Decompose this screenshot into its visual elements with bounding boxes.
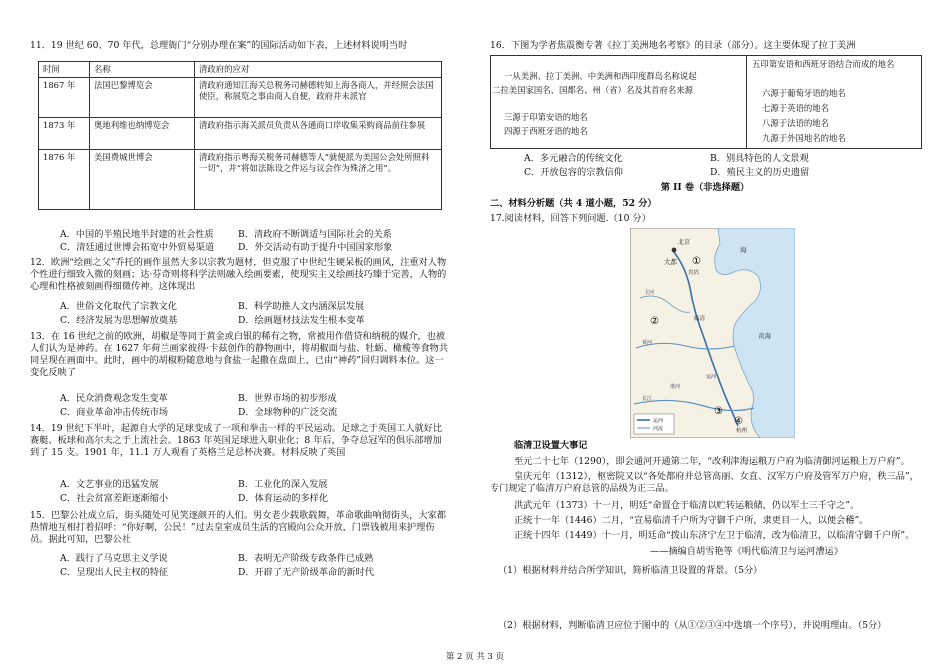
q14-stem: 14．19 世纪下半叶，起源自大学的足球变成了一项和拳击一样的平民运动。足球之于英国工人就好比赛艇、板球和高尔夫之于上流社会。1863 年英国足球进入职业化；8 年后，争夺总冠军的俱乐部增加到了 15 支。1901 年，11.1 万人观看了英格兰足总杯决赛。材料反映了英国 [30,423,443,458]
table-cell: 1876 年 [39,150,90,210]
option: C．经济发展为思想解放奠基 [60,315,178,326]
map-marker-2: ② [650,316,659,327]
option: D．外交活动有助于提升中国国家形象 [238,242,393,253]
table-cell: 法国巴黎博览会 [90,78,195,118]
option: D．绘画题材技法发生根本变革 [238,315,365,326]
table-header: 名称 [90,62,195,78]
q12-stem: 12．欧洲“绘画之父”乔托的画作虽然大多以宗教为题材，但克服了中世纪生硬呆板的画风，注重对人物个性进行细致入微的刻画；达·芬奇则将科学法则融入绘画要素，使现实主义绘画技巧臻于完善，人物的心理和性格被刻画得细微传神。这体现出 [30,257,447,292]
option: C．清廷通过世博会拓宽中外贸易渠道 [60,242,215,253]
option: D．殖民主义的历史遗留 [710,167,810,178]
material-paragraph: 至元二十七年（1290），即会通河开通第二年，“改利津海运粮万户府为临清御河运粮上万户府”。 [514,456,910,467]
toc-entry: 七源于英语的地名 [762,103,829,113]
table-cell: 美国费城世博会 [90,150,195,210]
table-header: 时间 [39,62,90,78]
map-label: 卫河 [644,290,655,296]
option: C．商业革命冲击传统市场 [60,407,169,418]
toc-entry: 九源于外国地名的地名 [762,133,846,143]
map-label: 黄海 [758,332,771,340]
canal-map [630,228,795,438]
option: B．别具特色的人文景观 [710,153,809,164]
map-label: 杭州 [736,428,748,434]
option: A．践行了马克思主义学说 [60,553,168,564]
map-marker-3: ③ [714,406,723,417]
map-label: 海 [740,246,747,254]
option: B．工业化的深入发展 [238,479,328,490]
q11-table [38,61,442,210]
toc-divider [746,55,747,149]
toc-entry: 八源于法语的地名 [762,118,829,128]
option: A．中国的半殖民地半封建的社会性质 [60,229,214,240]
option: D．体育运动的多样化 [238,493,329,504]
option: D．开辟了无产阶级革命的新时代 [238,567,374,578]
map-label: 黄河 [642,340,653,346]
option: D．全球物种的广泛交流 [238,407,338,418]
map-label: 长江 [642,396,653,402]
table-cell: 1873 年 [39,118,90,150]
legend-label: 河流 [653,426,664,432]
table-row [39,118,442,150]
toc-entry: 二拉美国家国名、国都名、州（省）名及其首府名来源 [492,85,693,95]
map-label: 淮河 [670,384,681,390]
option: B．表明无产阶级专政条件已成熟 [238,553,374,564]
option: C．社会贫富差距逐渐缩小 [60,493,169,504]
table-cell: 清政府指示粤海关税务司赫德等人“就便派为美国公会处所照料一切”，并“将如法陈设之件运与议会作为殊济之用”。 [195,150,442,210]
map-label: 大都 [664,258,677,266]
option: B．世界市场的初步形成 [238,393,337,404]
q17-sub1: （1）根据材料并结合所学知识，简析临清卫设置的背景。（5分） [498,565,763,576]
material-source: ——摘编自胡雪艳等《明代临清卫与运河漕运》 [650,546,843,557]
table-header: 清政府的应对 [195,62,442,78]
material-paragraph: 正统十四年（1449）十一月，明廷命“拨山东济宁左卫于临清，改为临清卫，以临清守御千户所”。 [514,530,915,541]
option: B．清政府不断调适与国际社会的关系 [238,229,392,240]
q17-sub2: （2）根据材料，判断临清卫应位于图中的（从①②③④中选填一个序号），并说明理由。（5分） [498,620,887,631]
toc-entry: 三源于印第安语的地名 [504,112,588,122]
map-marker-1: ① [692,256,701,267]
option: C．呈现出人民主权的特征 [60,567,169,578]
legend-label: 运河 [653,418,664,424]
option: A．世俗文化取代了宗教文化 [60,301,177,312]
map-label: 运河 [706,374,717,380]
toc-entry: 一从美洲、拉丁美洲、中美洲和西印度群岛名称说起 [504,71,697,81]
option: C．开放包容的宗教信仰 [524,167,623,178]
page-number: 第 2 页 共 3 页 [445,652,505,662]
table-row [39,150,442,210]
material-title: 临清卫设置大事记 [514,440,588,451]
toc-entry: 六源于葡萄牙语的地名 [762,88,846,98]
section-title: 第 II 卷（非选择题） [660,182,750,193]
option: B．科学助推人文内涵深层发展 [238,301,365,312]
material-paragraph: 皇庆元年（1312），枢密院又以“各处都府并总管高丽、女直、汉军万户府及管军万户府，秩三品”，专门规定了临清万户府总管的品级为正三品。 [490,471,919,494]
table-cell: 清政府指示海关派员负责从各通商口岸收集采购商品前往参展 [195,118,442,150]
map-label: 直沽 [688,270,700,276]
table-cell: 清政府通知江海关总税务司赫德转知上海各商人，并经照会法国使臣，称展览之事由商人自便，政府并未派官 [195,78,442,118]
map-marker-4: ④ [734,416,743,427]
table-cell: 奥地利维也纳博览会 [90,118,195,150]
table-header-row [39,62,442,78]
capital-dot [672,248,677,253]
material-paragraph: 正统十一年（1446）二月，“宣易临清千户所为守御千户所，隶更目一人，以便会稽”。 [514,515,869,526]
option: A．民众消费观念发生变革 [60,393,168,404]
map-label: 临清 [694,316,706,322]
q17-stem: 17.阅读材料，回答下列问题.（10 分） [490,213,651,224]
toc-entry: 五印第安语和西班牙语结合而成的地名 [752,59,895,69]
q15-stem: 15．巴黎公社成立后，街头随处可见笑逐颜开的人们。男女老少载歌载舞，革命歌曲响彻街头，大家都热情地互相打着招呼：“你好啊，公民！”过去皇室成员生活的宫殿向公众开放，门票钱被用来护理伤员。据此可知，巴黎公社 [30,510,446,545]
section-heading: 二、材料分析题（共 4 道小题，52 分） [490,198,657,209]
table-row [39,78,442,118]
q11-stem: 11．19 世纪 60、70 年代，总理衙门“分别办理在案”的国际活动如下表，上述材料说明当时 [30,40,408,51]
table-cell: 1867 年 [39,78,90,118]
q13-stem: 13．在 16 世纪之前的欧洲，胡椒是等同于黄金或白银的稀有之物，常被用作借贷和纳税的媒介，也被人们认为是神药。在 1627 年荷兰画家彼得·卡兹创作的静物画中，将胡椒面与盐、牡蛎、橄榄等食物共同呈现在画面中。此时，画中的胡椒粉随意地与食盐一起撒在盘面上，已由“神药”回归调料本位。这一变化反映了 [30,331,449,378]
map-label: 北京 [678,239,691,246]
q16-stem: 16．下图为学者焦震衡专著《拉丁美洲地名考察》的目录（部分）。这主要体现了拉丁美洲 [490,40,856,51]
option: A．文艺事业的迅猛发展 [60,479,159,490]
option: A．多元融合的传统文化 [524,153,623,164]
toc-entry: 四源于西班牙语的地名 [504,126,588,136]
material-paragraph: 洪武元年（1373）十一月，明廷“命置仓于临清以贮转运粮储，仍以军士三千守之”。 [514,500,860,511]
